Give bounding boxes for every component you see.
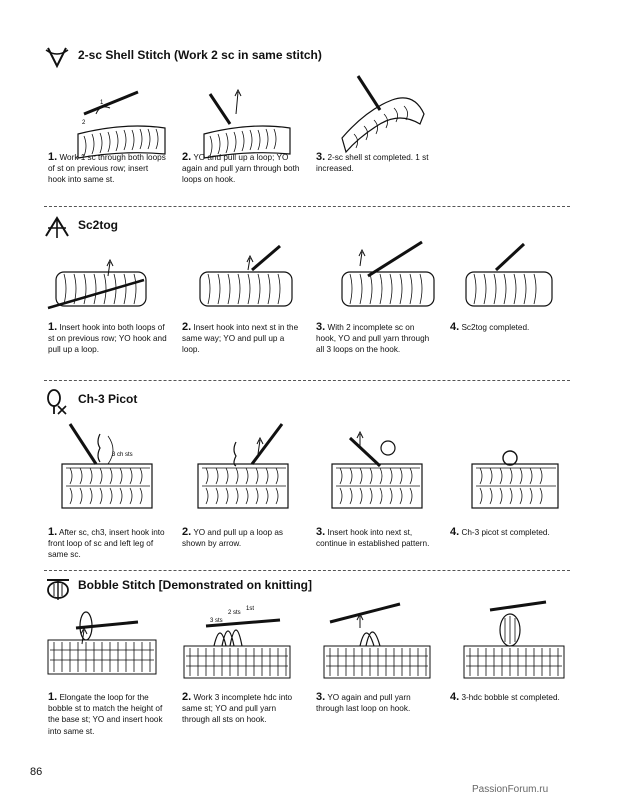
sc2tog-step-4-illustration xyxy=(462,240,572,325)
sc2tog-step-2-illustration xyxy=(196,240,306,325)
step-caption: 3. Insert hook into next st, continue in established pattern. xyxy=(316,526,430,549)
picot-step-3-illustration xyxy=(330,420,440,505)
watermark: PassionForum.ru xyxy=(472,784,549,795)
step-caption: 1. Insert hook into both loops of st on previous row; YO hook and pull up a loop. xyxy=(48,321,167,355)
section-divider xyxy=(44,380,570,381)
svg-text:3 sts: 3 sts xyxy=(210,618,223,624)
v-shell-symbol-icon xyxy=(44,44,72,68)
bobble-step-3-illustration xyxy=(320,600,430,685)
section-title: Ch-3 Picot xyxy=(78,392,138,406)
step-caption: 4. 3-hdc bobble st completed. xyxy=(450,691,560,703)
page-number: 86 xyxy=(30,766,43,778)
svg-text:3 ch sts: 3 ch sts xyxy=(112,452,133,458)
svg-text:2: 2 xyxy=(82,120,86,126)
section-title: Bobble Stitch [Demonstrated on knitting] xyxy=(78,578,312,592)
bobble-step-2-illustration xyxy=(180,600,290,685)
step-caption: 2. Work 3 incomplete hdc into same st; YO and pull yarn through all sts on hook. xyxy=(182,691,293,725)
sc2tog-symbol-icon xyxy=(44,214,72,238)
bobble-step-1-illustration xyxy=(46,600,156,685)
step-caption: 1. After sc, ch3, insert hook into front loop of sc and left leg of same sc. xyxy=(48,526,165,560)
sc2tog-step-1-illustration xyxy=(46,240,156,325)
svg-text:2 sts: 2 sts xyxy=(228,610,241,616)
step-caption: 1. Elongate the loop for the bobble st to match the height of the base st; YO and insert hook into same st. xyxy=(48,691,163,736)
picot-step-2-illustration xyxy=(196,420,306,505)
section-divider xyxy=(44,570,570,571)
step-caption: 4. Ch-3 picot st completed. xyxy=(450,526,550,538)
step-caption: 3. YO again and pull yarn through last loop on hook. xyxy=(316,691,411,714)
section-title: 2-sc Shell Stitch (Work 2 sc in same stitch) xyxy=(78,48,322,62)
svg-text:1: 1 xyxy=(100,100,104,106)
bobble-symbol-icon xyxy=(44,576,72,600)
step-caption: 3. 2-sc shell st completed. 1 st increased. xyxy=(316,151,429,174)
step-caption: 1. Work 1 sc through both loops of st on previous row; insert hook into same st. xyxy=(48,151,166,185)
step-caption: 3. With 2 incomplete sc on hook, YO and pull yarn through all 3 loops on the hook. xyxy=(316,321,430,355)
picot-step-4-illustration xyxy=(470,420,580,505)
step-caption: 2. YO and pull up a loop; YO again and pull yarn through both loops on hook. xyxy=(182,151,300,185)
shell-step-3-illustration xyxy=(336,70,446,155)
sc2tog-step-3-illustration xyxy=(338,240,448,325)
step-caption: 2. Insert hook into next st in the same way; YO and pull up a loop. xyxy=(182,321,299,355)
step-caption: 4. Sc2tog completed. xyxy=(450,321,530,333)
bobble-step-4-illustration xyxy=(460,600,570,685)
picot-symbol-icon xyxy=(44,388,72,412)
svg-text:1st: 1st xyxy=(246,606,255,612)
section-divider xyxy=(44,206,570,207)
picot-step-1-illustration xyxy=(60,420,170,505)
step-caption: 2. YO and pull up a loop as shown by arrow. xyxy=(182,526,283,549)
section-title: Sc2tog xyxy=(78,218,119,232)
